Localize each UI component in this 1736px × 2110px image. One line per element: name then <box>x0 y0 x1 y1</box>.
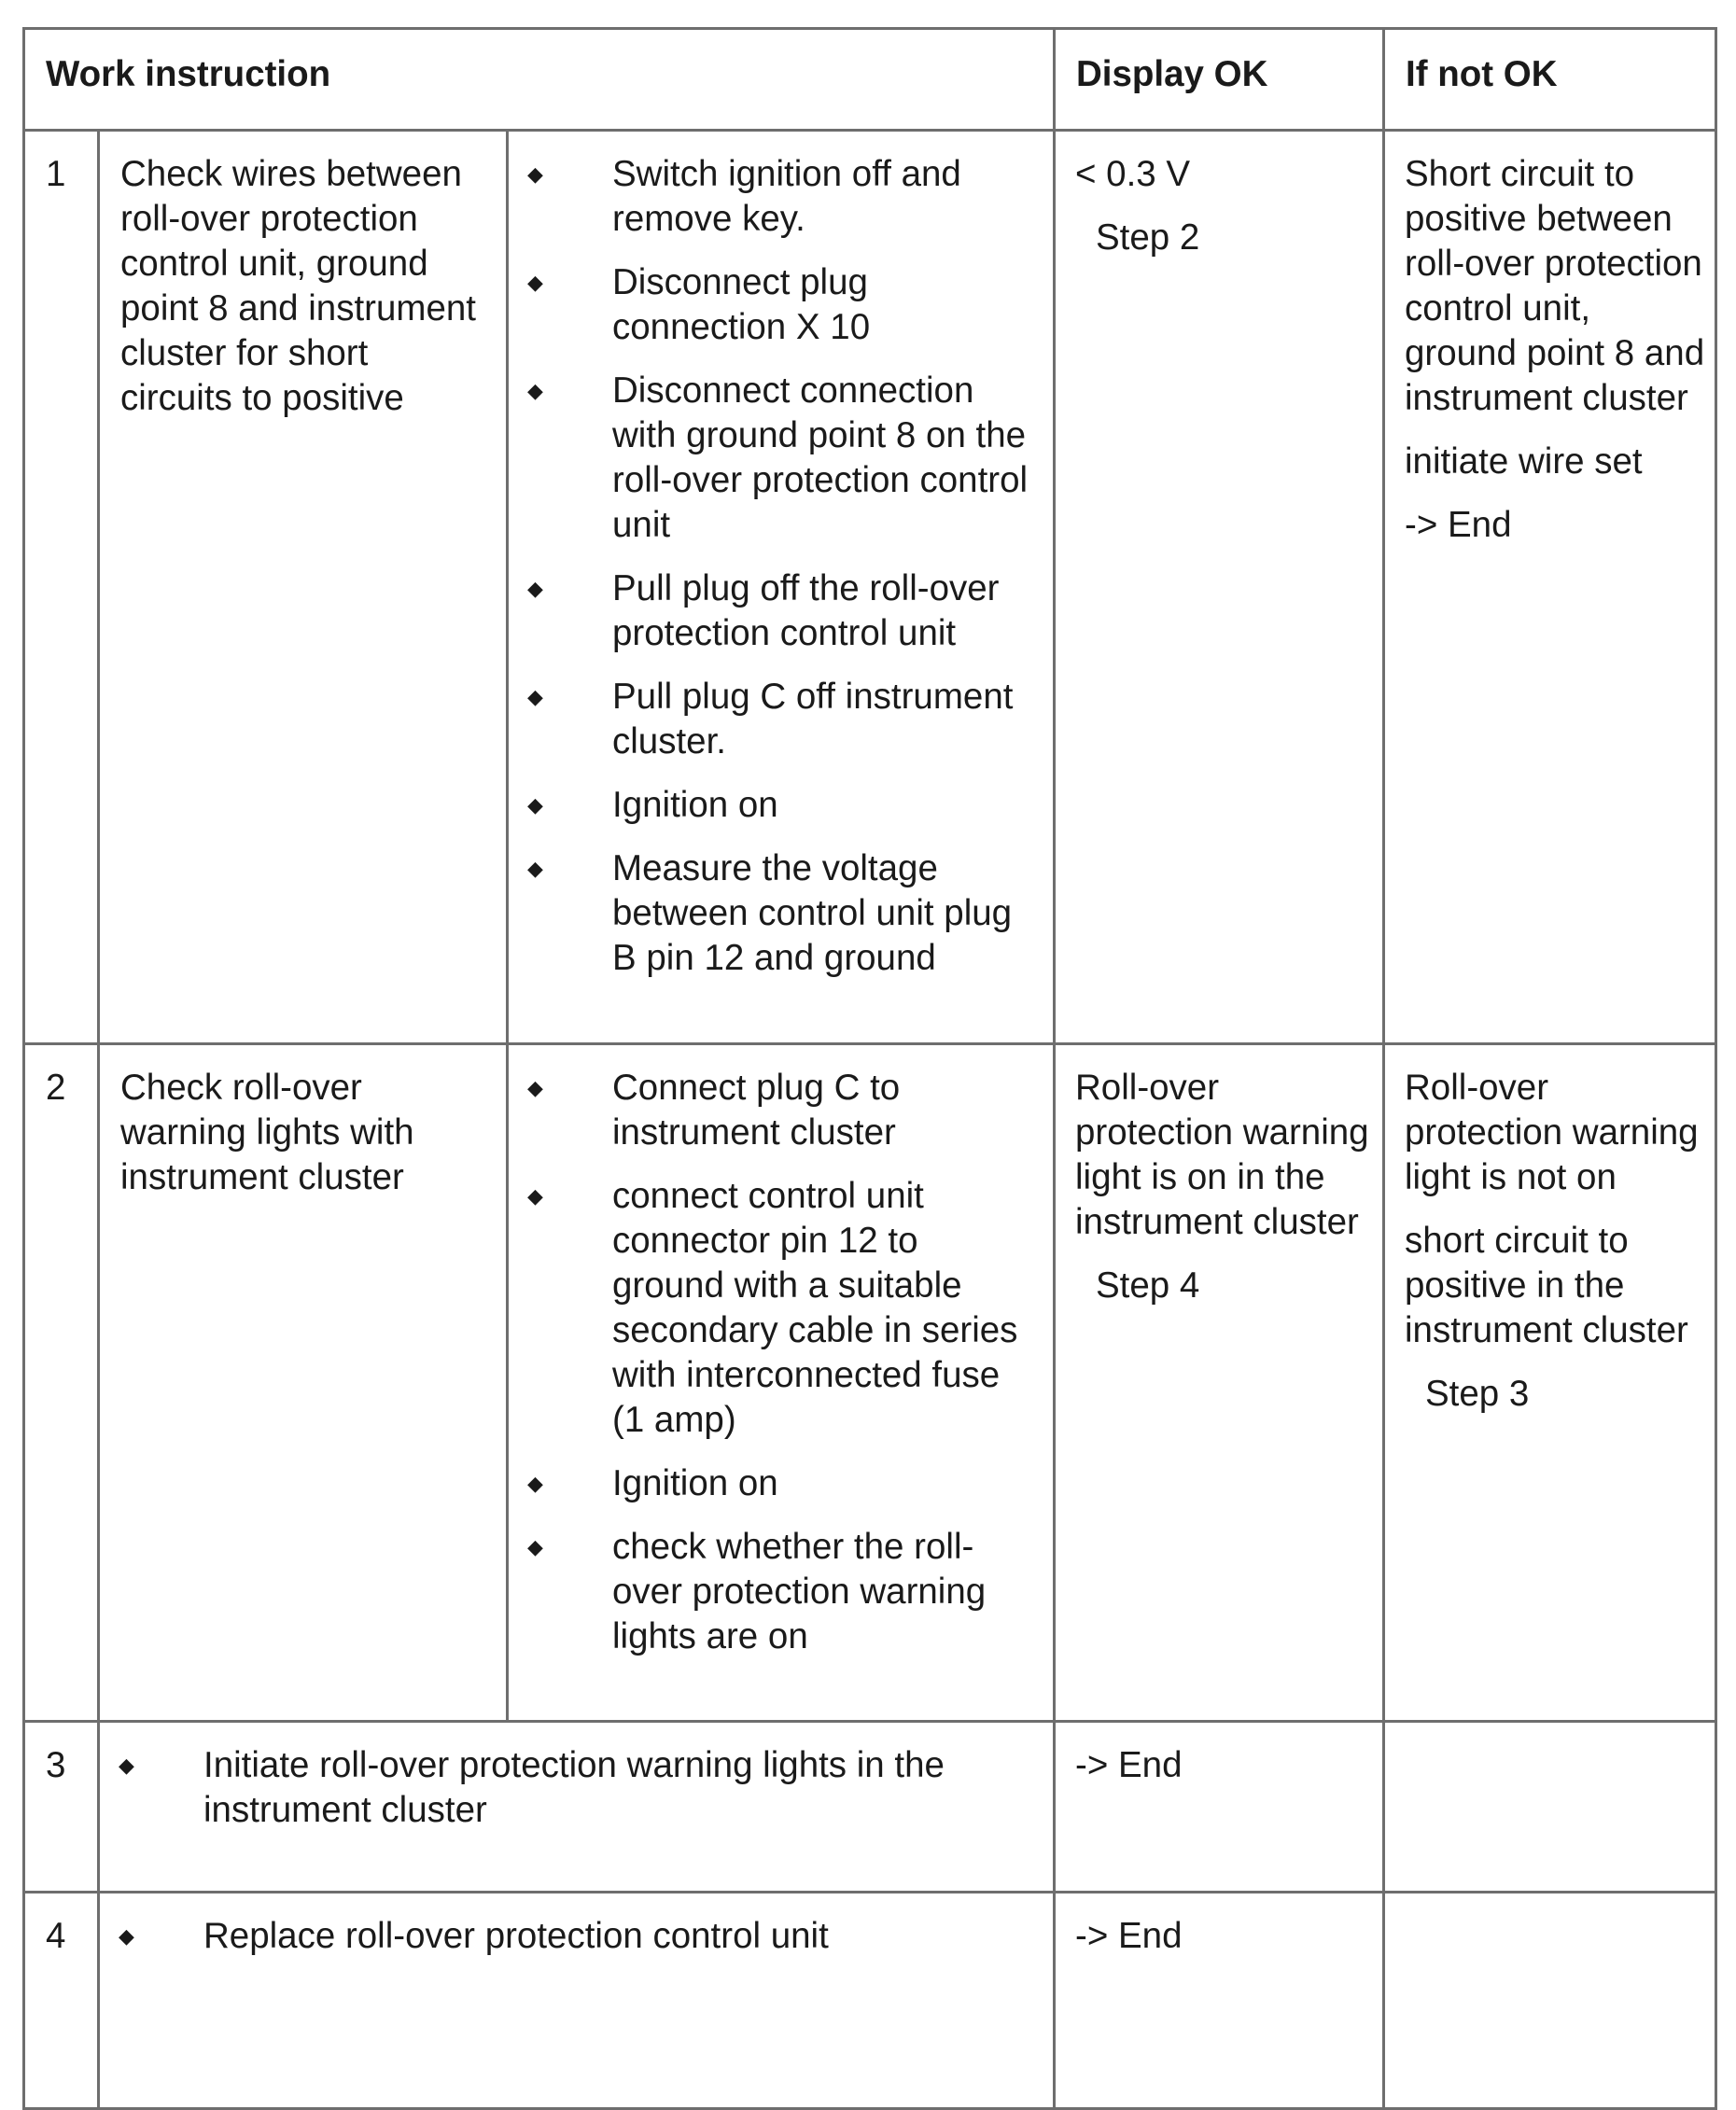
step-actions <box>99 1722 1055 1893</box>
action-text: Connect plug C to instrument cluster <box>612 1068 901 1153</box>
next-step: Step 4 <box>1096 1265 1200 1306</box>
diamond-bullet-icon: ◆ <box>119 1754 134 1777</box>
step-actions <box>99 1893 1055 2109</box>
if-not-ok-cell <box>1384 1893 1716 2109</box>
if-not-ok-text: Roll-over protection warning light is not on <box>1405 1068 1699 1197</box>
action-item <box>119 1743 1040 1833</box>
action-item <box>527 675 1040 764</box>
display-ok-cell <box>1055 1893 1384 2109</box>
action-text: Initiate roll-over protection warning lights in the instrument cluster <box>203 1745 945 1830</box>
next-step: Step 3 <box>1425 1374 1530 1414</box>
if-not-ok-cell <box>1384 1722 1716 1893</box>
action-item <box>527 152 1040 242</box>
if-not-ok-text: initiate wire set <box>1405 441 1643 482</box>
step-description: Check roll-over warning lights with instrument cluster <box>99 1044 508 1722</box>
diamond-bullet-icon: ◆ <box>527 1184 543 1208</box>
table-row <box>24 1044 1716 1722</box>
display-ok-cell <box>1055 1044 1384 1722</box>
action-text: Ignition on <box>612 1463 778 1503</box>
diamond-bullet-icon: ◆ <box>527 857 543 880</box>
step-number: 4 <box>24 1893 99 2109</box>
step-number: 2 <box>24 1044 99 1722</box>
action-item <box>527 369 1040 548</box>
header-if-not-ok: If not OK <box>1384 29 1716 131</box>
if-not-ok-text: short circuit to positive in the instrument cluster <box>1405 1221 1688 1350</box>
table-row <box>24 1722 1716 1893</box>
action-item <box>527 566 1040 656</box>
table-row <box>24 1893 1716 2109</box>
action-item <box>527 1174 1040 1443</box>
diamond-bullet-icon: ◆ <box>527 685 543 708</box>
display-ok-value: Roll-over protection warning light is on in the instrument cluster <box>1075 1068 1369 1242</box>
if-not-ok-cell <box>1384 1044 1716 1722</box>
diamond-bullet-icon: ◆ <box>527 1076 543 1099</box>
display-ok-value: -> End <box>1075 1745 1183 1785</box>
diamond-bullet-icon: ◆ <box>527 1535 543 1558</box>
action-text: Pull plug off the roll-over protection control unit <box>612 568 1000 653</box>
if-not-ok-text: Short circuit to positive between roll-over protection control unit, ground point 8 and instrument cluster <box>1405 154 1705 418</box>
diamond-bullet-icon: ◆ <box>119 1924 134 1948</box>
diamond-bullet-icon: ◆ <box>527 577 543 600</box>
step-description: Check wires between roll-over protection control unit, ground point 8 and instrument cluster for short circuits to positive <box>99 131 508 1044</box>
work-instruction-table <box>22 27 1717 2110</box>
action-text: Pull plug C off instrument cluster. <box>612 677 1014 762</box>
header-work-instruction: Work instruction <box>24 29 1055 131</box>
diamond-bullet-icon: ◆ <box>527 379 543 402</box>
action-text: Disconnect plug connection X 10 <box>612 262 871 347</box>
action-text: Ignition on <box>612 785 778 825</box>
diamond-bullet-icon: ◆ <box>527 1472 543 1495</box>
display-ok-cell <box>1055 131 1384 1044</box>
action-text: Disconnect connection with ground point 8 on the roll-over protection control unit <box>612 370 1029 545</box>
diamond-bullet-icon: ◆ <box>527 271 543 294</box>
if-not-ok-cell <box>1384 131 1716 1044</box>
action-item <box>527 1461 1040 1506</box>
diamond-bullet-icon: ◆ <box>527 793 543 817</box>
action-item <box>527 783 1040 828</box>
action-item <box>527 1525 1040 1659</box>
action-item <box>527 260 1040 350</box>
display-ok-value: < 0.3 V <box>1075 154 1191 194</box>
step-number: 1 <box>24 131 99 1044</box>
action-item <box>119 1914 1040 1959</box>
step-actions <box>508 1044 1055 1722</box>
action-text: Switch ignition off and remove key. <box>612 154 961 239</box>
table-row <box>24 131 1716 1044</box>
action-text: connect control unit connector pin 12 to ground with a suitable secondary cable in series with interconnected fuse (1 amp) <box>612 1176 1018 1440</box>
diamond-bullet-icon: ◆ <box>527 162 543 186</box>
header-display-ok: Display OK <box>1055 29 1384 131</box>
step-actions <box>508 131 1055 1044</box>
action-text: Measure the voltage between control unit plug B pin 12 and ground <box>612 848 1013 978</box>
action-text: check whether the roll-over protection warning lights are on <box>612 1527 987 1656</box>
display-ok-cell <box>1055 1722 1384 1893</box>
header-row <box>24 29 1716 131</box>
step-number: 3 <box>24 1722 99 1893</box>
if-not-ok-text: -> End <box>1405 505 1512 545</box>
next-step: Step 2 <box>1096 217 1200 258</box>
display-ok-value: -> End <box>1075 1916 1183 1956</box>
action-item <box>527 1066 1040 1155</box>
action-item <box>527 846 1040 981</box>
action-text: Replace roll-over protection control unit <box>203 1916 829 1956</box>
